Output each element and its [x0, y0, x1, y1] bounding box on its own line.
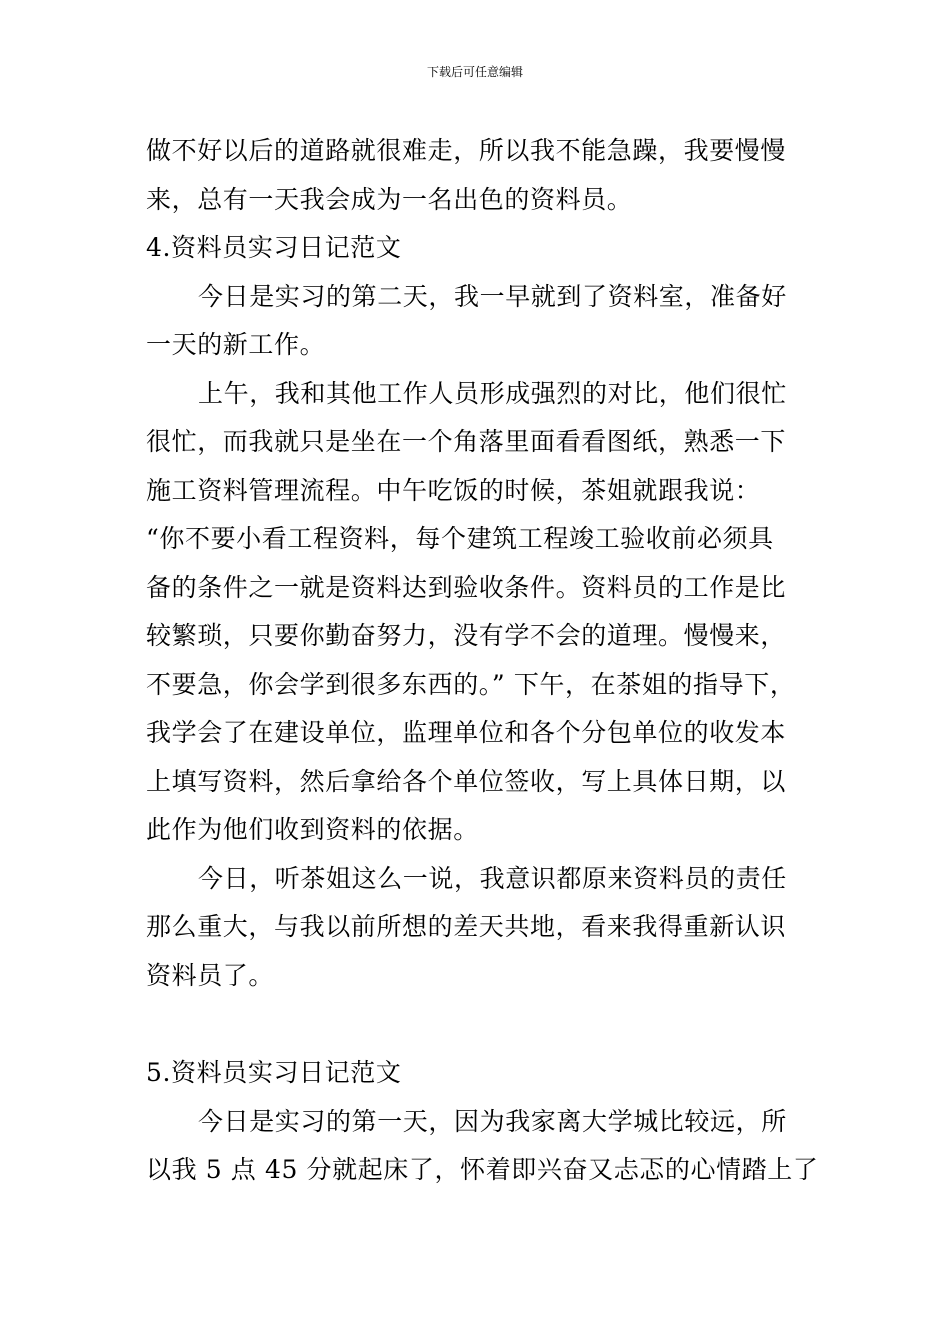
paragraph-line: 施工资料管理流程。中午吃饭的时候，茶姐就跟我说：	[146, 475, 761, 505]
paragraph-line: 那么重大，与我以前所想的差天共地，看来我得重新认识	[146, 912, 787, 941]
paragraph-line: “你不要小看工程资料，每个建筑工程竣工验收前必须具	[146, 524, 774, 553]
paragraph-line: 很忙，而我就只是坐在一个角落里面看看图纸，熟悉一下	[146, 427, 787, 456]
paragraph-line: 一天的新工作。	[146, 330, 326, 359]
paragraph-line: 较繁琐，只要你勤奋努力，没有学不会的道理。慢慢来，	[146, 621, 787, 650]
paragraph-line: 做不好以后的道路就很难走，所以我不能急躁，我要慢慢	[146, 136, 787, 165]
paragraph-line: 不要急，你会学到很多东西的。” 下午，在茶姐的指导下，	[146, 669, 796, 699]
page-header: 下载后可任意编辑	[426, 65, 523, 79]
paragraph-line: 我学会了在建设单位，监理单位和各个分包单位的收发本	[146, 718, 787, 747]
paragraph-line: 此作为他们收到资料的依据。	[146, 815, 479, 844]
paragraph-line: 资料员了。	[146, 960, 275, 990]
paragraph-line: 以我 5 点 45 分就起床了，怀着即兴奋又忐忑的心情踏上了	[146, 1155, 819, 1184]
paragraph-line: 上午，我和其他工作人员形成强烈的对比，他们很忙	[198, 378, 787, 408]
paragraph-line: 今日是实习的第一天，因为我家离大学城比较远，所	[198, 1106, 787, 1136]
paragraph-line: 今日，听茶姐这么一说，我意识都原来资料员的责任	[198, 863, 787, 893]
paragraph-line: 备的条件之一就是资料达到验收条件。资料员的工作是比	[146, 572, 787, 602]
document-body	[146, 127, 836, 1195]
section-heading: 4.资料员实习日记范文	[146, 233, 402, 262]
paragraph-line: 来，总有一天我会成为一名出色的资料员。	[146, 184, 633, 214]
section-heading: 5.资料员实习日记范文	[146, 1058, 402, 1087]
paragraph-line: 今日是实习的第二天，我一早就到了资料室，准备好	[198, 281, 787, 311]
paragraph-line: 上填写资料，然后拿给各个单位签收，写上具体日期，以	[146, 766, 787, 796]
blank-line	[146, 1000, 836, 1049]
